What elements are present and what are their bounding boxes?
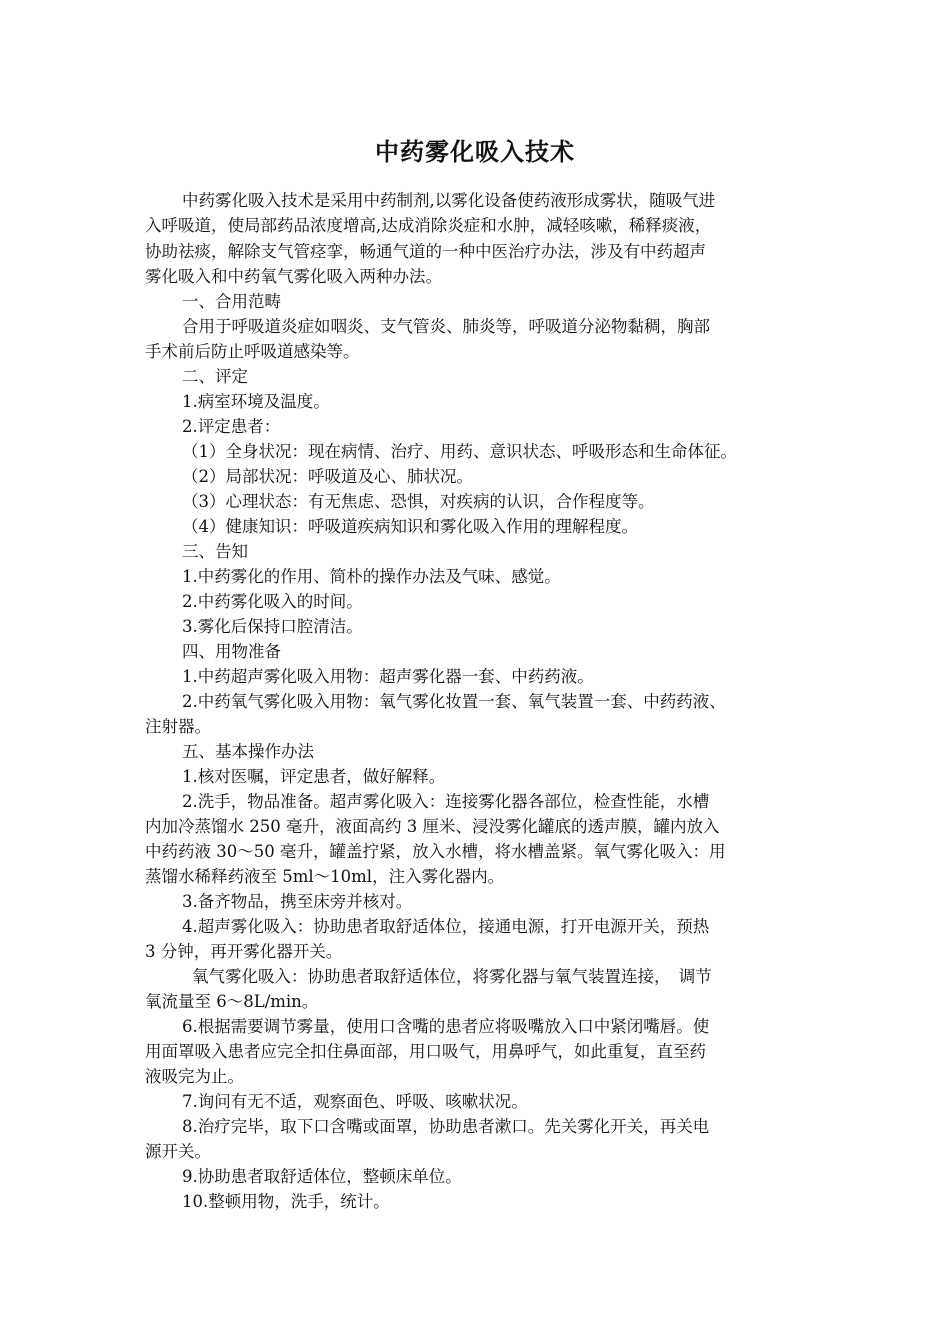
document-title: 中药雾化吸入技术 xyxy=(375,137,575,166)
list-item: 1.病室环境及温度。 xyxy=(182,392,330,411)
text-line: 中药药液 30～50 毫升，罐盖拧紧，放入水槽，将水槽盖紧。氧气雾化吸入：用 xyxy=(145,842,726,861)
list-item: 10.整顿用物，洗手，统计。 xyxy=(182,1192,390,1211)
text-line: 蒸馏水稀释药液至 5ml～10ml，注入雾化器内。 xyxy=(145,867,505,886)
list-item: 6.根据需要调节雾量，使用口含嘴的患者应将吸嘴放入口中紧闭嘴唇。使 xyxy=(182,1017,710,1036)
list-item: （2）局部状况：呼吸道及心、肺状况。 xyxy=(182,467,473,486)
text-line: 雾化吸入和中药氧气雾化吸入两种办法。 xyxy=(145,267,442,286)
list-item: （3）心理状态：有无焦虑、恐惧，对疾病的认识，合作程度等。 xyxy=(182,492,655,511)
section-heading: 四、用物准备 xyxy=(182,642,281,661)
list-item: 3.备齐物品，携至床旁并核对。 xyxy=(182,892,413,911)
text-line: 手术前后防止呼吸道感染等。 xyxy=(145,342,360,361)
text-line: 氧流量至 6～8L/min。 xyxy=(145,992,319,1011)
list-item: 2.洗手，物品准备。超声雾化吸入：连接雾化器各部位，检查性能，水槽 xyxy=(182,792,710,811)
section-heading: 一、合用范畴 xyxy=(182,292,281,311)
text-line: 协助祛痰，解除支气管痉挛，畅通气道的一种中医治疗办法，涉及有中药超声 xyxy=(145,242,706,261)
text-line: 中药雾化吸入技术是采用中药制剂,以雾化设备使药液形成雾状，随吸气进 xyxy=(182,191,716,210)
section-heading: 三、告知 xyxy=(182,542,248,561)
text-line: 液吸完为止。 xyxy=(145,1067,244,1086)
list-item: 1.中药雾化的作用、简朴的操作办法及气味、感觉。 xyxy=(182,567,561,586)
text-line: 3 分钟，再开雾化器开关。 xyxy=(145,942,343,961)
list-item: 7.询问有无不适，观察面色、呼吸、咳嗽状况。 xyxy=(182,1092,528,1111)
section-heading: 二、评定 xyxy=(182,367,248,386)
list-item: 2.中药氧气雾化吸入用物：氧气雾化妆置一套、氧气装置一套、中药药液、 xyxy=(182,692,726,711)
list-item: （4）健康知识：呼吸道疾病知识和雾化吸入作用的理解程度。 xyxy=(182,517,638,536)
list-item: 1.核对医嘱，评定患者，做好解释。 xyxy=(182,767,446,786)
text-line: 注射器。 xyxy=(145,717,211,736)
text-line: 源开关。 xyxy=(145,1142,211,1161)
text-line: 合用于呼吸道炎症如咽炎、支气管炎、肺炎等，呼吸道分泌物黏稠，胸部 xyxy=(182,317,710,336)
list-item: 3.雾化后保持口腔清洁。 xyxy=(182,617,363,636)
list-item: 4.超声雾化吸入：协助患者取舒适体位，接通电源，打开电源开关，预热 xyxy=(182,917,710,936)
list-item: 8.治疗完毕，取下口含嘴或面罩，协助患者漱口。先关雾化开关，再关电 xyxy=(182,1117,710,1136)
text-line: 内加冷蒸馏水 250 毫升，液面高约 3 厘米、浸没雾化罐底的透声膜，罐内放入 xyxy=(145,817,720,836)
list-item: 2.中药雾化吸入的时间。 xyxy=(182,592,363,611)
section-heading: 五、基本操作办法 xyxy=(182,742,314,761)
list-item: 1.中药超声雾化吸入用物：超声雾化器一套、中药药液。 xyxy=(182,667,594,686)
text-line: 用面罩吸入患者应完全扣住鼻面部，用口吸气，用鼻呼气，如此重复，直至药 xyxy=(145,1042,706,1061)
text-line: 氧气雾化吸入：协助患者取舒适体位，将雾化器与氧气装置连接， 调节 xyxy=(192,967,712,986)
text-line: 入呼吸道，使局部药品浓度增高,达成消除炎症和水肿，减轻咳嗽，稀释痰液， xyxy=(145,216,712,235)
list-item: 2.评定患者： xyxy=(182,417,281,436)
list-item: （1）全身状况：现在病情、治疗、用药、意识状态、呼吸形态和生命体征。 xyxy=(182,442,737,461)
list-item: 9.协助患者取舒适体位，整顿床单位。 xyxy=(182,1167,462,1186)
